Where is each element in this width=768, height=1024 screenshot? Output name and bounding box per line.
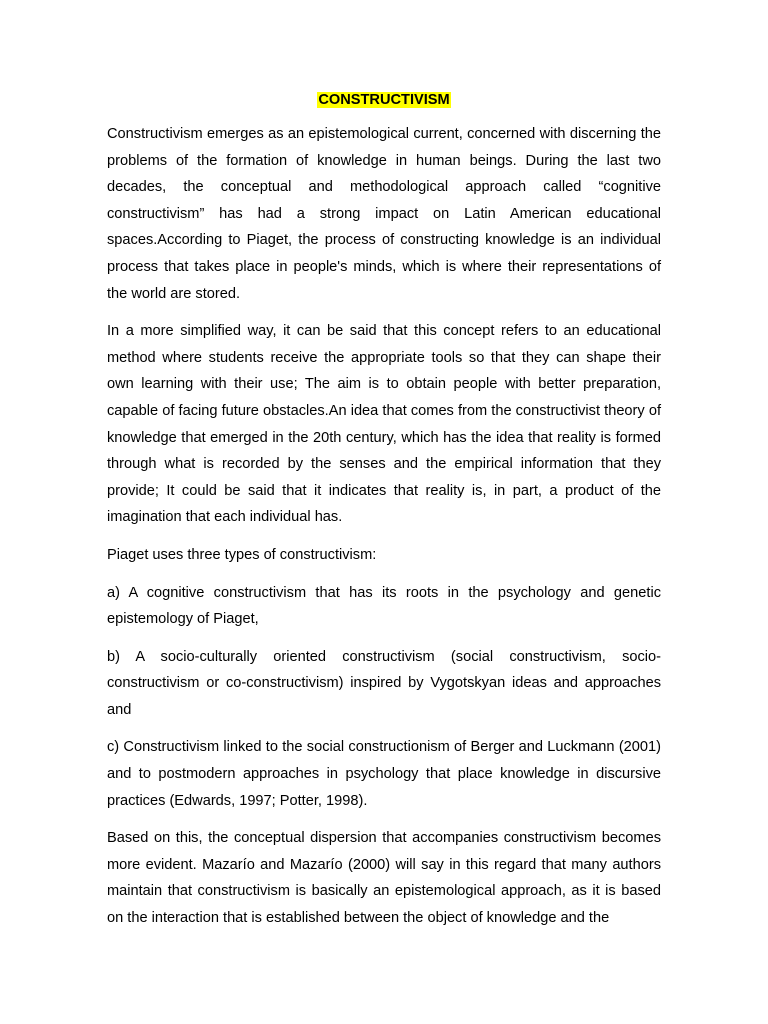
document-title: CONSTRUCTIVISM — [318, 92, 450, 108]
paragraph-simplified: In a more simplified way, it can be said that this concept refers to an educational method where students receive the appropriate tools so that they can shape their own learning with their use; The aim is to obtain people with better preparation, capable of facing future obstacles.An idea that comes from the constructivist theory of knowledge that emerged in the 20th century, which has the idea that reality is formed through what is recorded by the senses and the empirical information that they provide; It could be said that it indicates that reality is, in part, a product of the imagination that each individual has. — [107, 323, 661, 526]
title-block — [107, 87, 661, 113]
list-item-c: c) Constructivism linked to the social constructionism of Berger and Luckmann (2001) and to postmodern approaches in psychology that place knowledge in discursive practices (Edwards, 1997; Potter, 1998). — [107, 739, 661, 809]
list-item-b: b) A socio-culturally oriented constructivism (social constructivism, socio-constructivism or co-constructivism) inspired by Vygotskyan ideas and approaches and — [107, 648, 661, 718]
paragraph-intro: Constructivism emerges as an epistemological current, concerned with discerning the problems of the formation of knowledge in human beings. During the last two decades, the conceptual and methodological approach called “cognitive constructivism” has had a strong impact on Latin American educational spaces.According to Piaget, the process of constructing knowledge is an individual process that takes place in people's minds, which is where their representations of the world are stored. — [107, 126, 661, 302]
paragraph-types-intro: Piaget uses three types of constructivism: — [107, 546, 377, 563]
paragraph-closing: Based on this, the conceptual dispersion that accompanies constructivism becomes more evident. Mazarío and Mazarío (2000) will say in this regard that many authors maintain that constructivism is basically an epistemological approach, as it is based on the interaction that is established between the object of knowledge and the — [107, 830, 661, 927]
document-page — [107, 87, 661, 943]
list-item-a: a) A cognitive constructivism that has its roots in the psychology and genetic epistemology of Piaget, — [107, 584, 661, 628]
